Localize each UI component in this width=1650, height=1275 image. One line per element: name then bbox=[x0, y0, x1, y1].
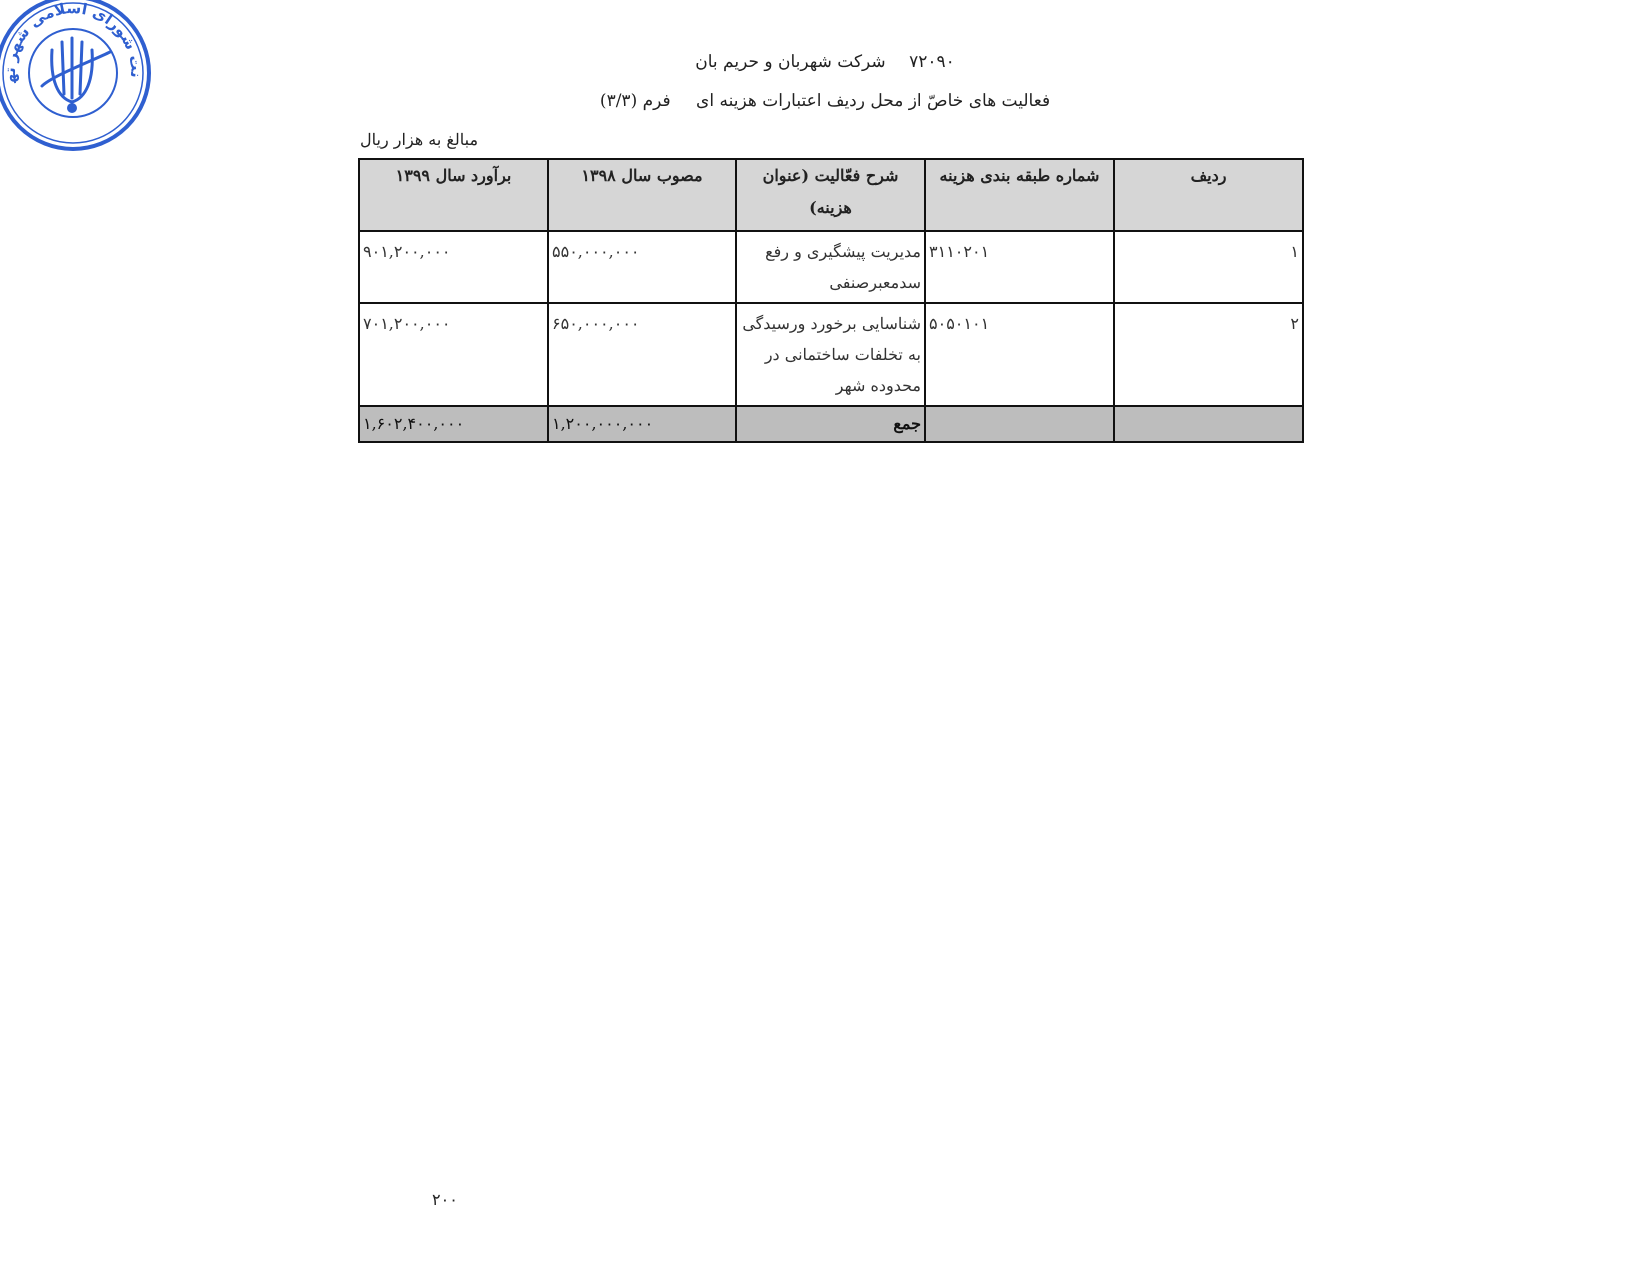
header-estimate-1399: برآورد سال ۱۳۹۹ bbox=[359, 159, 548, 231]
official-stamp bbox=[0, 0, 154, 156]
header-approved-1398: مصوب سال ۱۳۹۸ bbox=[548, 159, 736, 231]
budget-code: ۷۲۰۹۰ bbox=[909, 52, 955, 72]
total-approved-1398: ۱,۲۰۰,۰۰۰,۰۰۰ bbox=[548, 406, 736, 442]
cell-classification: ۵۰۵۰۱۰۱ bbox=[925, 303, 1114, 406]
cell-total-empty bbox=[925, 406, 1114, 442]
page-number: ۲۰۰ bbox=[432, 1190, 458, 1209]
header-subtitle-line bbox=[0, 91, 1650, 111]
svg-text:معاونت شورای اسلامی شهر تهران: نت شورای اسلامی شهر ته bbox=[0, 0, 146, 85]
budget-table bbox=[358, 158, 1304, 443]
cell-approved-1398: ۶۵۰,۰۰۰,۰۰۰ bbox=[548, 303, 736, 406]
cell-approved-1398: ۵۵۰,۰۰۰,۰۰۰ bbox=[548, 231, 736, 303]
header-classification: شماره طبقه بندی هزینه bbox=[925, 159, 1114, 231]
cell-row-number: ۲ bbox=[1114, 303, 1303, 406]
company-name: شرکت شهربان و حریم بان bbox=[695, 52, 886, 72]
cell-description: شناسایی برخورد ورسیدگی به تخلفات ساختمانی در محدوده شهر bbox=[736, 303, 925, 406]
form-number: فرم (۳/۳) bbox=[599, 91, 671, 111]
cell-description: مدیریت پیشگیری و رفع سدمعبرصنفی bbox=[736, 231, 925, 303]
total-estimate-1399: ۱,۶۰۲,۴۰۰,۰۰۰ bbox=[359, 406, 548, 442]
cell-estimate-1399: ۷۰۱,۲۰۰,۰۰۰ bbox=[359, 303, 548, 406]
header-row-number: ردیف bbox=[1114, 159, 1303, 231]
table-header-row bbox=[359, 159, 1303, 231]
cell-estimate-1399: ۹۰۱,۲۰۰,۰۰۰ bbox=[359, 231, 548, 303]
cell-total-empty bbox=[1114, 406, 1303, 442]
unit-note: مبالغ به هزار ریال bbox=[360, 130, 479, 149]
table-total-row bbox=[359, 406, 1303, 442]
header-company-line bbox=[0, 52, 1650, 72]
table-row bbox=[359, 231, 1303, 303]
cell-row-number: ۱ bbox=[1114, 231, 1303, 303]
subtitle: فعالیت های خاصّ از محل ردیف اعتبارات هزینه ای bbox=[696, 91, 1051, 111]
header-description: شرح فعّالیت (عنوان هزینه) bbox=[736, 159, 925, 231]
table-row bbox=[359, 303, 1303, 406]
total-label: جمع bbox=[736, 406, 925, 442]
cell-classification: ۳۱۱۰۲۰۱ bbox=[925, 231, 1114, 303]
